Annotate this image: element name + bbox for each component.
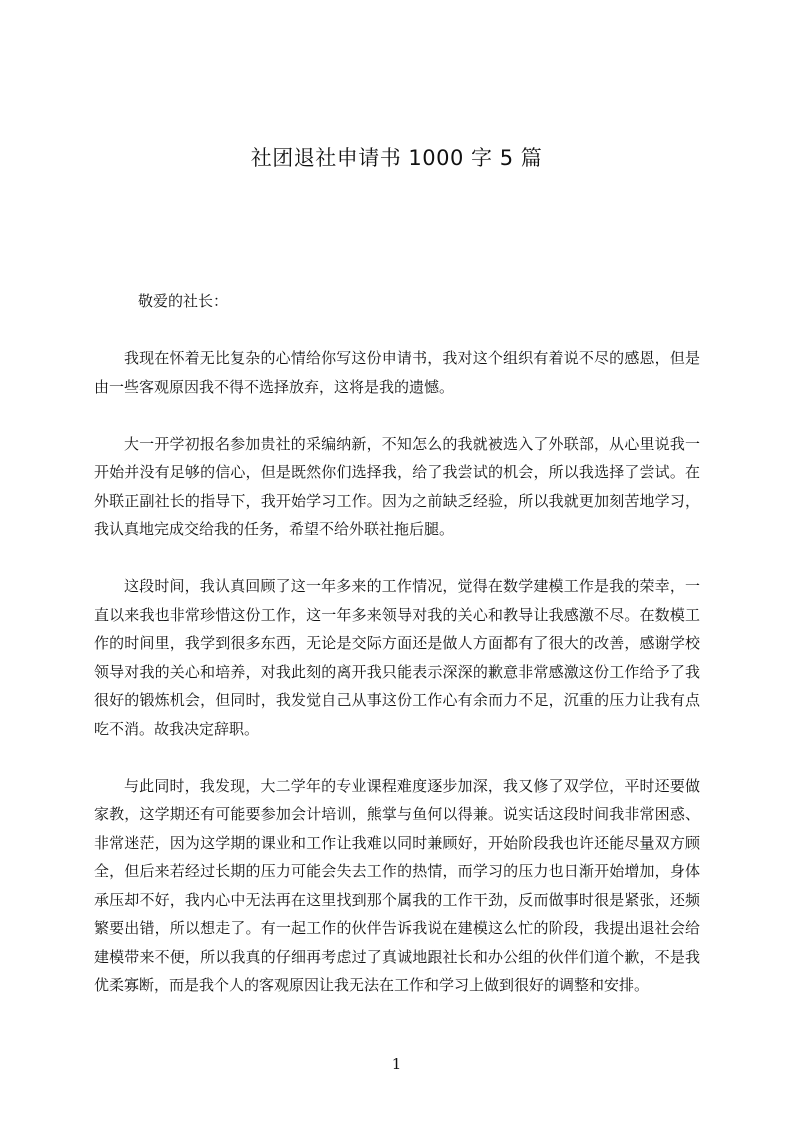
- paragraph-1: 我现在怀着无比复杂的心情给你写这份申请书，我对这个组织有着说不尽的感恩，但是由一些客观原因我不得不选择放弃，这将是我的遗憾。: [94, 349, 700, 396]
- paragraph-2: 大一开学初报名参加贵社的采编纳新，不知怎么的我就被选入了外联部，从心里说我一开始并没有足够的信心，但是既然你们选择我，给了我尝试的机会，所以我选择了尝试。在外联正副社长的指导下，我开始学习工作。因为之前缺乏经验，所以我就更加刻苦地学习，我认真地完成交给我的任务，希望不给外联社拖后腿。: [94, 434, 700, 538]
- paragraph-4: 与此同时，我发现，大二学年的专业课程难度逐步加深，我又修了双学位，平时还要做家教，这学期还有可能要参加会计培训，熊掌与鱼何以得兼。说实话这段时间我非常困惑、非常迷茫，因为这学期的课业和工作让我难以同时兼顾好，开始阶段我也许还能尽量双方顾全，但后来若经过长期的压力可能会失去工作的热情，而学习的压力也日渐开始增加，身体承压却不好，我内心中无法再在这里找到那个属我的工作干劲，反而做事时很是紧张，还频繁要出错，所以想走了。有一起工作的伙伴告诉我说在建模这么忙的阶段，我提出退社会给建模带来不便，所以我真的仔细再考虑过了真诚地跟社长和办公组的伙伴们道个歉，不是我优柔寡断，而是我个人的客观原因让我无法在工作和学习上做到很好的调整和安排。: [94, 776, 700, 994]
- paragraph-3: 这段时间，我认真回顾了这一年多来的工作情况，觉得在数学建模工作是我的荣幸，一直以来我也非常珍惜这份工作，这一年多来领导对我的关心和教导让我感激不尽。在数模工作的时间里，我学到很多东西，无论是交际方面还是做人方面都有了很大的改善，感谢学校领导对我的关心和培养，对我此刻的离开我只能表示深深的歉意非常感激这份工作给予了我很好的锻炼机会，但同时，我发觉自己从事这份工作心有余而力不足，沉重的压力让我有点吃不消。故我决定辞职。: [94, 577, 700, 738]
- page-number: 1: [391, 1055, 402, 1073]
- document-title: 社团退社申请书 1000 字 5 篇: [250, 146, 543, 170]
- salutation: 敬爱的社长：: [138, 292, 229, 310]
- document-body: [94, 287, 700, 1028]
